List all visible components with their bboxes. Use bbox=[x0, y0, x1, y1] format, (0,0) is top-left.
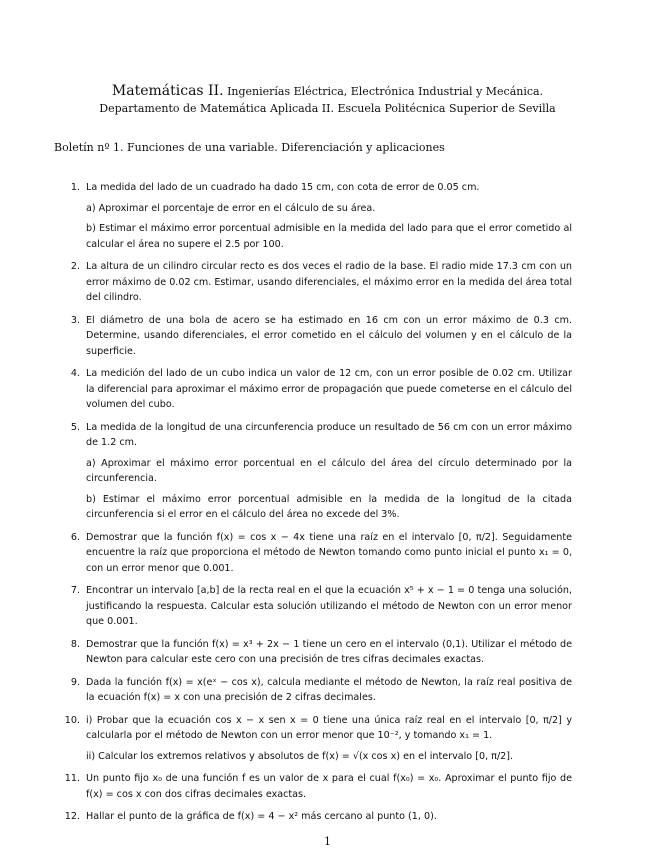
exercise-text: Hallar el punto de la gráfica de f(x) = 4 − x² más cercano al punto (1, 0). bbox=[86, 811, 437, 822]
exercise-item bbox=[56, 530, 572, 577]
exercise-item bbox=[56, 637, 572, 668]
exercise-number: 3. bbox=[70, 314, 80, 326]
bulletin-title: Boletín nº 1. Funciones de una variable. Diferenciación y aplicaciones bbox=[54, 141, 445, 154]
exercise-text: La medida del lado de un cuadrado ha dado 15 cm, con cota de error de 0.05 cm. bbox=[86, 182, 480, 193]
exercise-number: 5. bbox=[70, 421, 80, 433]
exercise-number: 4. bbox=[70, 368, 80, 379]
exercise-item bbox=[56, 313, 572, 360]
exercise-number: 9. bbox=[70, 676, 80, 688]
exercise-item bbox=[56, 675, 572, 706]
exercise-item bbox=[56, 771, 572, 802]
exercise-text: La altura de un cilindro circular recto es dos veces el radio de la base. El radio mide 17.3 cm con un error máximo de 0.02 cm. Estimar, usando diferenciales, el máximo error en la medida del área total del cilindro. bbox=[86, 261, 572, 303]
department-line: Departamento de Matemática Aplicada II. Escuela Politécnica Superior de Sevilla bbox=[99, 102, 556, 115]
exercise-number: 11. bbox=[64, 773, 80, 784]
course-title: Matemáticas II. bbox=[111, 83, 224, 99]
exercise-number: 7. bbox=[70, 585, 80, 596]
exercise-text: Un punto fijo x₀ de una función f es un valor de x para el cual f(x₀) = x₀. Aproximar el punto fijo de f(x) = cos x con dos cifras decimales exactas. bbox=[86, 773, 572, 800]
exercise-text: Demostrar que la función f(x) = x³ + 2x − 1 tiene un cero en el intervalo (0,1). Utilizar el método de Newton para calcular este cero con una precisión de tres cifras decimales exactas. bbox=[86, 638, 572, 665]
exercise-text: a) Aproximar el máximo error porcentual en el cálculo del área del círculo determinado por la circunferencia. bbox=[86, 457, 572, 484]
exercise-text: b) Estimar el máximo error porcentual admisible en la medida del lado para que el error cometido al calcular el área no supere el 2.5 por 100. bbox=[86, 223, 572, 250]
exercise-text: ii) Calcular los extremos relativos y absolutos de f(x) = √(x cos x) en el intervalo [0, π/2]. bbox=[86, 750, 514, 762]
exercise-number: 10. bbox=[64, 714, 80, 726]
exercise-item bbox=[56, 366, 572, 413]
exercise-item bbox=[56, 583, 572, 630]
exercise-number: 2. bbox=[70, 261, 80, 272]
exercise-item bbox=[56, 420, 572, 523]
degrees-line: Ingenierías Eléctrica, Electrónica Industrial y Mecánica. bbox=[227, 85, 544, 98]
exercise-number: 12. bbox=[64, 811, 80, 822]
page-number: 1 bbox=[324, 835, 331, 848]
exercise-text: i) Probar que la ecuación cos x − x sen x = 0 tiene una única raíz real en el intervalo [0, π/2] y calcularla por el método de Newton con un error menor que 10⁻², y tomando x₁ = 1. bbox=[86, 714, 572, 741]
exercise-text: La medición del lado de un cubo indica un valor de 12 cm, con un error posible de 0.02 cm. Utilizar la diferencial para aproximar el máximo error de propagación que puede cometerse en el cálculo del volumen del cubo. bbox=[86, 368, 572, 410]
exercise-item bbox=[56, 713, 572, 765]
exercise-text: Dada la función f(x) = x(eˣ − cos x), calcula mediante el método de Newton, la raíz real positiva de la ecuación f(x) = x con una precisión de 2 cifras decimales. bbox=[86, 676, 572, 703]
exercise-item bbox=[56, 259, 572, 306]
exercise-item bbox=[56, 180, 572, 252]
exercise-text: b) Estimar el máximo error porcentual admisible en la medida de la longitud de la citada circunferencia si el error en el cálculo del área no excede del 3%. bbox=[86, 493, 572, 520]
exercise-text: Demostrar que la función f(x) = cos x − 4x tiene una raíz en el intervalo [0, π/2]. Seguidamente encuentre la raíz que proporciona el método de Newton tomando como punto inicial el punto x₁ = 0, con un error menor que 0.001. bbox=[86, 531, 572, 574]
exercise-number: 8. bbox=[70, 638, 80, 650]
exercise-number: 1. bbox=[70, 182, 80, 193]
exercise-item bbox=[56, 809, 572, 825]
exercise-text: La medida de la longitud de una circunferencia produce un resultado de 56 cm con un error máximo de 1.2 cm. bbox=[86, 421, 572, 448]
exercise-text: a) Aproximar el porcentaje de error en el cálculo de su área. bbox=[86, 202, 376, 214]
exercise-list bbox=[56, 180, 572, 832]
document-header bbox=[0, 83, 655, 99]
exercise-number: 6. bbox=[70, 531, 80, 543]
exercise-text: Encontrar un intervalo [a,b] de la recta real en el que la ecuación x⁵ + x − 1 = 0 tenga una solución, justificando la respuesta. Calcular esta solución utilizando el método de Newton con un error menor que 0.001. bbox=[86, 585, 572, 627]
exercise-text: El diámetro de una bola de acero se ha estimado en 16 cm con un error máximo de 0.3 cm. Determine, usando diferenciales, el error cometido en el cálculo del volumen y en el cálculo de la superficie. bbox=[86, 314, 572, 357]
